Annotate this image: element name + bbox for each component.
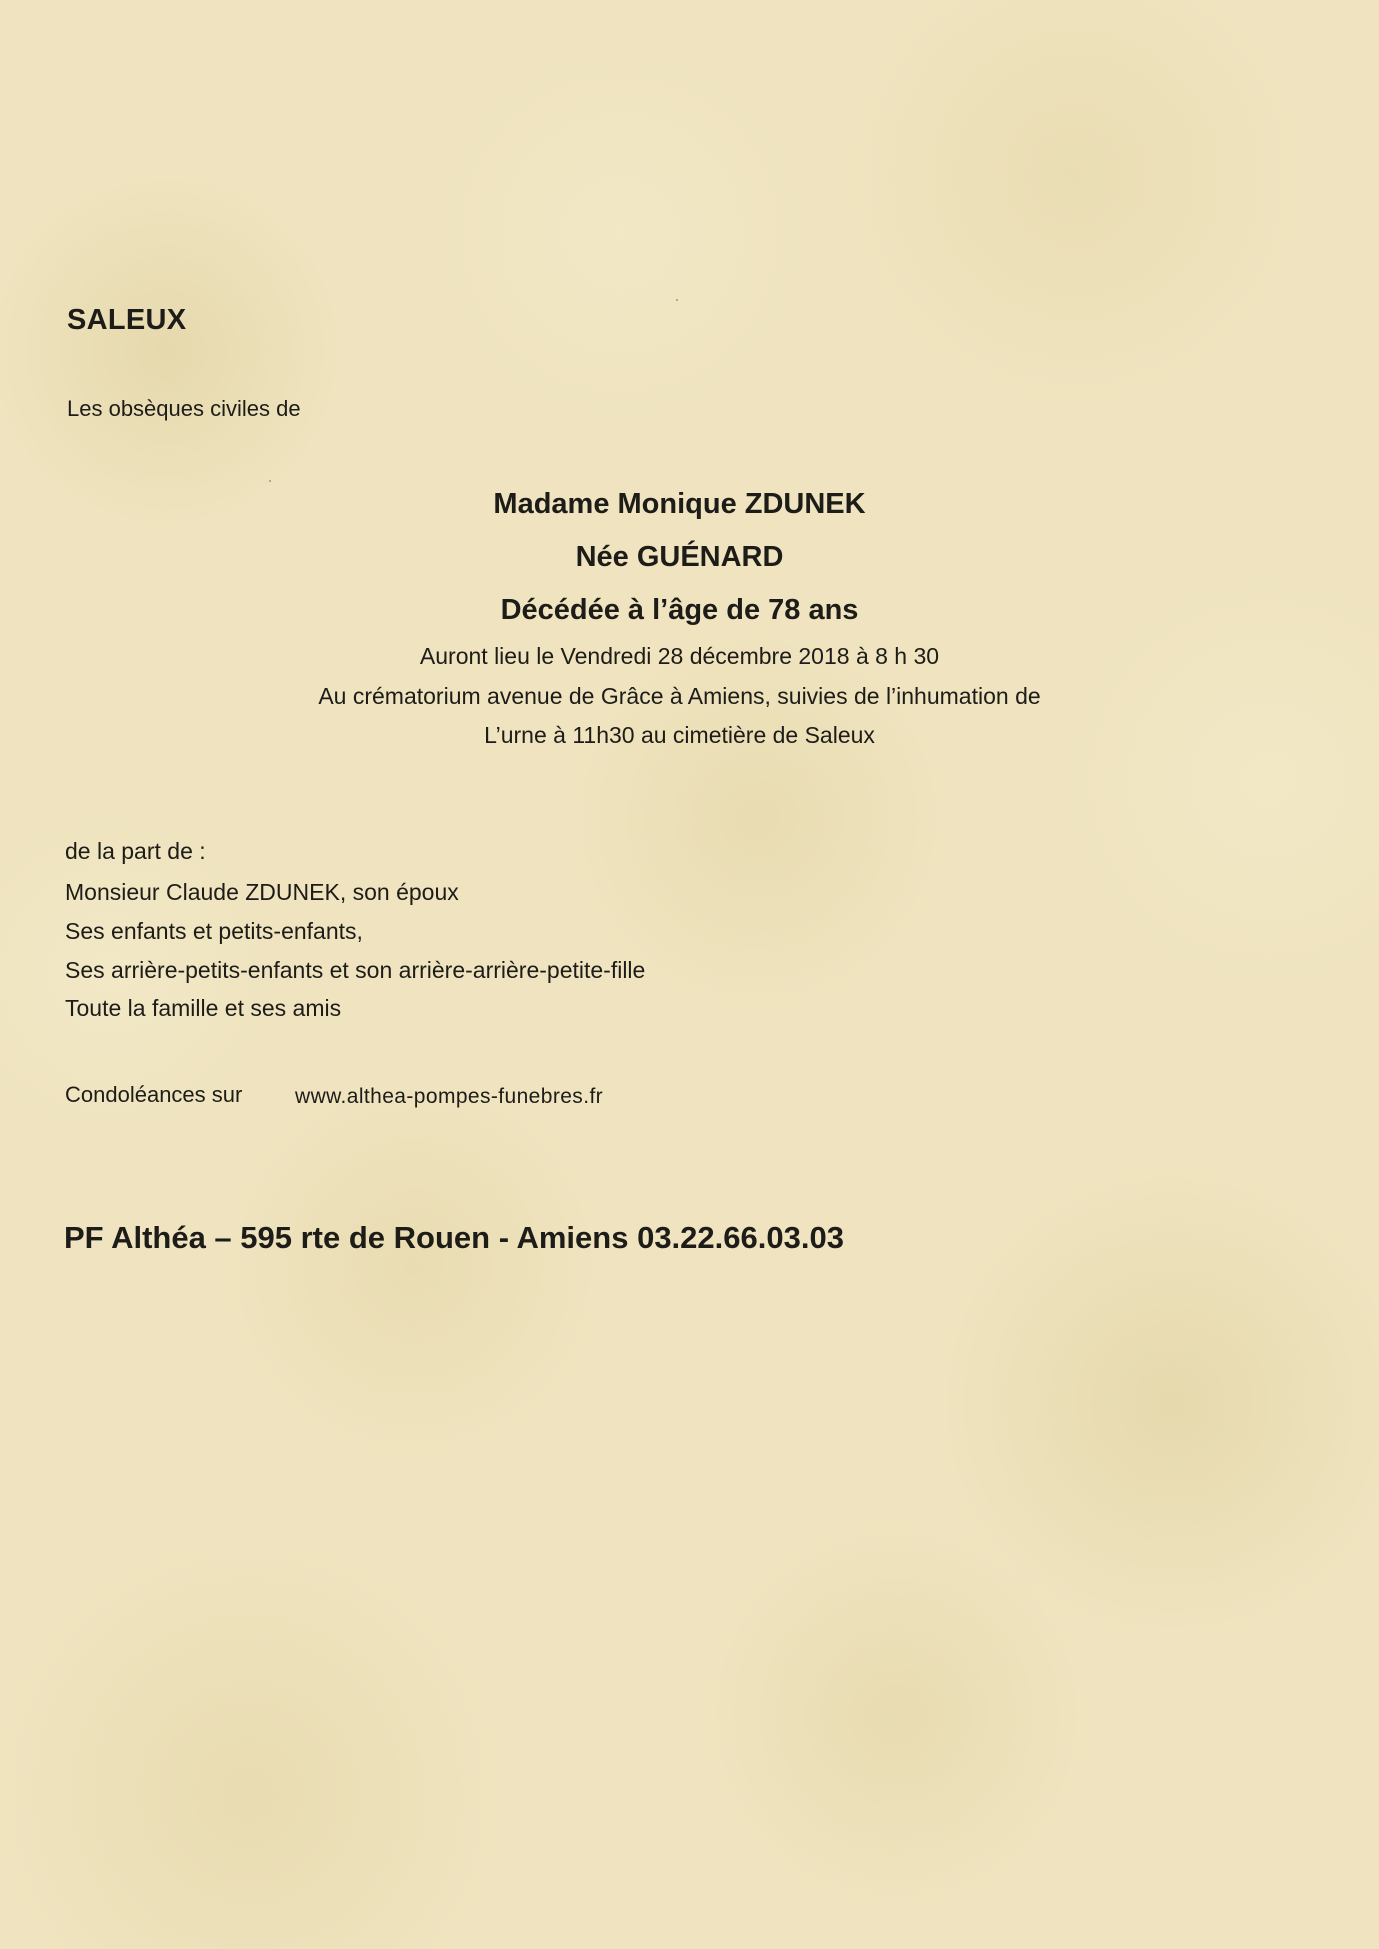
paper-speck (676, 299, 678, 301)
paper-speck (269, 480, 271, 482)
family-line: Ses arrière-petits-enfants et son arrière-arrière-petite-fille (65, 957, 646, 983)
deceased-name: Madame Monique ZDUNEK (493, 488, 866, 520)
intro-text: Les obsèques civiles de (67, 396, 301, 421)
condolences-label: Condoléances sur (65, 1082, 243, 1107)
family-line: Ses enfants et petits-enfants, (65, 918, 363, 944)
maiden-name: Née GUÉNARD (575, 541, 784, 573)
condolences-url: www.althea-pompes-funebres.fr (295, 1085, 604, 1108)
family-line: Monsieur Claude ZDUNEK, son époux (65, 879, 459, 905)
place-heading: SALEUX (67, 304, 187, 336)
urn-line: L’urne à 11h30 au cimetière de Saleux (484, 722, 875, 748)
ceremony-place: Au crématorium avenue de Grâce à Amiens, suivies de l’inhumation de (318, 683, 1041, 709)
family-line: Toute la famille et ses amis (65, 995, 342, 1021)
ceremony-date: Auront lieu le Vendredi 28 décembre 2018 à 8 h 30 (419, 643, 940, 669)
age-line: Décédée à l’âge de 78 ans (500, 594, 859, 626)
from-label: de la part de : (65, 838, 206, 864)
funeral-home-line: PF Althéa – 595 rte de Rouen - Amiens 03.22.66.03.03 (64, 1220, 844, 1255)
